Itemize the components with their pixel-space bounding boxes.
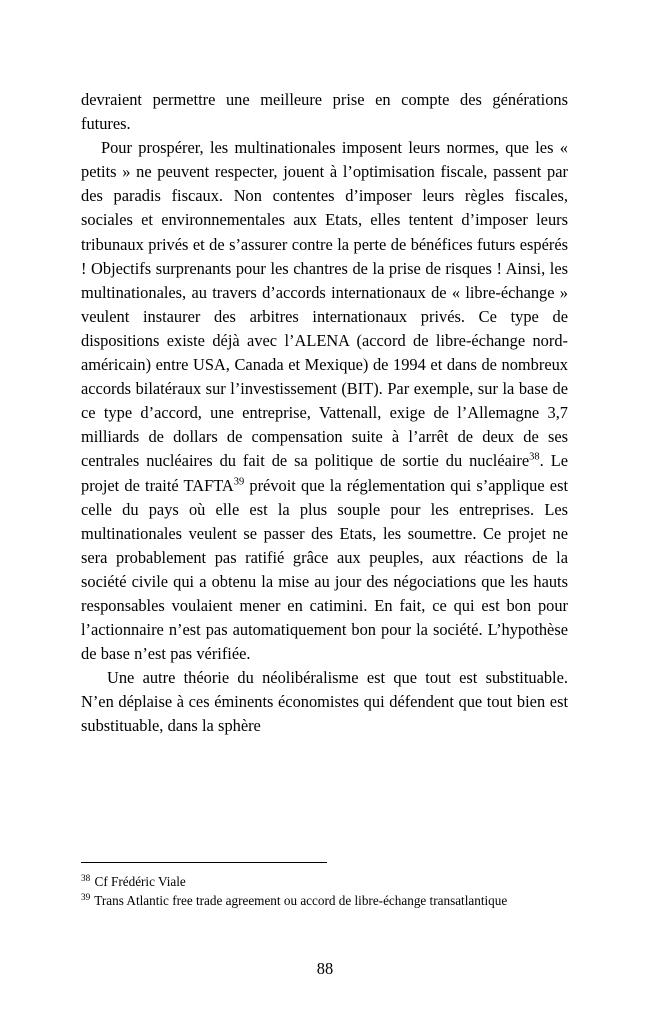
paragraph-multinationales <box>81 136 568 666</box>
footnote-marker-38: 38 <box>81 872 91 883</box>
footnote-item <box>81 872 568 891</box>
footnote-item <box>81 891 568 910</box>
paragraph-substituable: Une autre théorie du néolibéralisme est que tout est substituable. N’en déplaise à ces éminents économistes qui défendent que tout bien est substituable, dans la sphère <box>81 668 568 736</box>
page-number: 88 <box>316 959 334 978</box>
footnote-reference-39[interactable]: 39 <box>233 476 245 488</box>
paragraph-text-segment-2: . Le projet de traité TAFTA <box>81 451 568 495</box>
footnote-marker-39: 39 <box>81 891 91 902</box>
footnote-text: Cf Frédéric Viale <box>91 874 186 889</box>
footnote-text: Trans Atlantic free trade agreement ou accord de libre-échange transatlantique <box>91 893 508 909</box>
paragraph-generations-futures: devraient permettre une meilleure prise en compte des générations futures. <box>81 90 568 134</box>
paragraph-text-segment-1: Pour prospérer, les multinationales imposent leurs normes, que les « petits » ne peuvent respecter, jouent à l’optimisation fiscale, passent par des paradis fiscaux. Non contentes d’imposer leurs règles fiscales, sociales et environnementales aux Etats, elles tentent d’imposer leurs tribunaux privés et de s’assurer contre la perte de bénéfices futurs espérés ! Objectifs surprenants pour les chantres de la prise de risques ! Ainsi, les multinationales, au travers d’accords internationaux de « libre-échange » veulent instaurer des arbitres internationaux privés. Ce type de dispositions existe déjà avec l’ALENA (accord de libre-échange nord-américain) entre USA, Canada et Mexique) de 1994 et dans de nombreux accords bilatéraux sur l’investissement (BIT). Par exemple, sur la base de ce type d’accord, une entreprise, Vattenall, exige de l’Allemagne 3,7 milliards de dollars de compensation suite à l’arrêt de deux de ses centrales nucléaires du fait de sa politique de sortie du nucléaire <box>81 138 568 471</box>
footnote-separator-rule <box>81 862 327 863</box>
footnote-area <box>81 862 568 910</box>
footnote-reference-38[interactable]: 38 <box>529 451 540 463</box>
body-text-block <box>81 88 568 739</box>
paragraph-text-segment-3: prévoit que la réglementation qui s’applique est celle du pays où elle est la plus souple pour les entreprises. Les multinationales veulent se passer des Etats, les soumettre. Ce projet ne sera probablement pas ratifié grâce aux peuples, aux réactions de la société civile qui a obtenu la mise au jour des négociations que les hauts responsables voulaient mener en catimini. En fait, ce qui est bon pour l’actionnaire n’est pas automatiquement bon pour la société. L’hypothèse de base n’est pas vérifiée. <box>81 475 569 664</box>
